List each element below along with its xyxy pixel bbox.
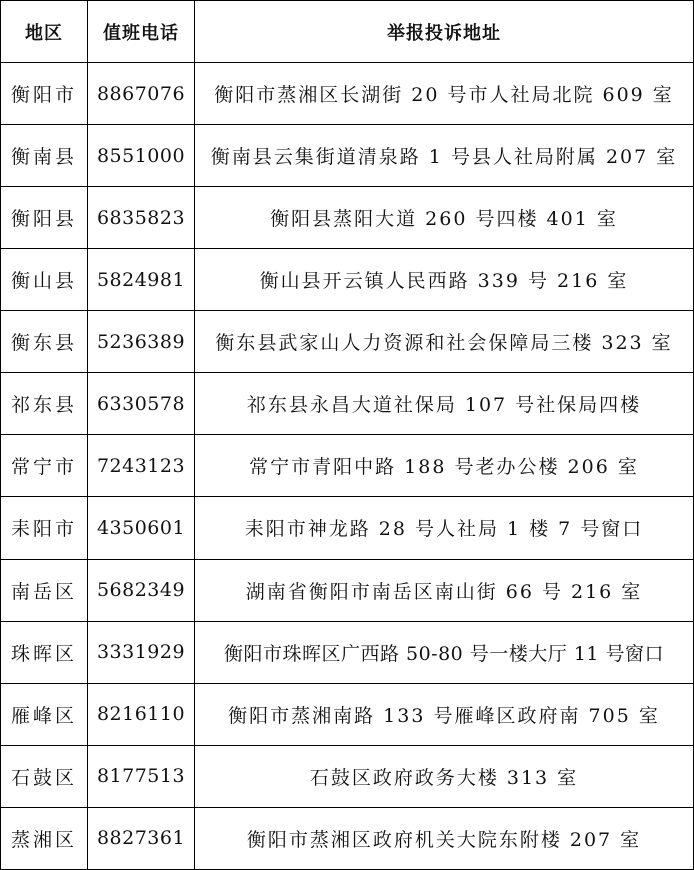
- region-cell: 石鼓区: [1, 745, 88, 807]
- address-cell: 衡南县云集街道清泉路 1 号县人社局附属 207 室: [195, 125, 694, 187]
- table-row: [1, 621, 694, 683]
- address-cell: 常宁市青阳中路 188 号老办公楼 206 室: [195, 435, 694, 497]
- table-row: [1, 373, 694, 435]
- header-address: 举报投诉地址: [195, 1, 694, 63]
- phone-cell: 5236389: [88, 311, 195, 373]
- phone-cell: 8177513: [88, 745, 195, 807]
- phone-cell: 6835823: [88, 187, 195, 249]
- header-region: 地区: [1, 1, 88, 63]
- table-row: [1, 63, 694, 125]
- address-cell: 衡东县武家山人力资源和社会保障局三楼 323 室: [195, 311, 694, 373]
- region-cell: 珠晖区: [1, 621, 88, 683]
- table-row: [1, 125, 694, 187]
- address-cell: 石鼓区政府政务大楼 313 室: [195, 745, 694, 807]
- table-row: [1, 559, 694, 621]
- table-row: [1, 311, 694, 373]
- region-cell: 衡阳市: [1, 63, 88, 125]
- phone-cell: 3331929: [88, 621, 195, 683]
- region-cell: 南岳区: [1, 559, 88, 621]
- phone-cell: 4350601: [88, 497, 195, 559]
- address-cell: 衡阳市珠晖区广西路 50-80 号一楼大厅 11 号窗口: [195, 621, 694, 683]
- phone-cell: 6330578: [88, 373, 195, 435]
- table-row: [1, 187, 694, 249]
- phone-cell: 8551000: [88, 125, 195, 187]
- table-row: [1, 807, 694, 869]
- table-row: [1, 435, 694, 497]
- address-cell: 耒阳市神龙路 28 号人社局 1 楼 7 号窗口: [195, 497, 694, 559]
- address-cell: 衡阳市蒸湘南路 133 号雁峰区政府南 705 室: [195, 683, 694, 745]
- address-cell: 衡阳县蒸阳大道 260 号四楼 401 室: [195, 187, 694, 249]
- phone-cell: 8216110: [88, 683, 195, 745]
- region-cell: 衡南县: [1, 125, 88, 187]
- region-cell: 衡东县: [1, 311, 88, 373]
- table-row: [1, 745, 694, 807]
- phone-cell: 5824981: [88, 249, 195, 311]
- phone-cell: 8867076: [88, 63, 195, 125]
- address-cell: 衡山县开云镇人民西路 339 号 216 室: [195, 249, 694, 311]
- address-cell: 衡阳市蒸湘区长湖街 20 号市人社局北院 609 室: [195, 63, 694, 125]
- phone-cell: 8827361: [88, 807, 195, 869]
- header-phone: 值班电话: [88, 1, 195, 63]
- region-cell: 衡阳县: [1, 187, 88, 249]
- region-cell: 衡山县: [1, 249, 88, 311]
- table-row: [1, 249, 694, 311]
- address-cell: 衡阳市蒸湘区政府机关大院东附楼 207 室: [195, 807, 694, 869]
- table-header-row: [1, 1, 694, 63]
- region-cell: 雁峰区: [1, 683, 88, 745]
- phone-cell: 7243123: [88, 435, 195, 497]
- region-cell: 常宁市: [1, 435, 88, 497]
- region-cell: 耒阳市: [1, 497, 88, 559]
- table-row: [1, 683, 694, 745]
- table-row: [1, 497, 694, 559]
- region-cell: 祁东县: [1, 373, 88, 435]
- address-cell: 祁东县永昌大道社保局 107 号社保局四楼: [195, 373, 694, 435]
- phone-cell: 5682349: [88, 559, 195, 621]
- address-cell: 湖南省衡阳市南岳区南山街 66 号 216 室: [195, 559, 694, 621]
- region-cell: 蒸湘区: [1, 807, 88, 869]
